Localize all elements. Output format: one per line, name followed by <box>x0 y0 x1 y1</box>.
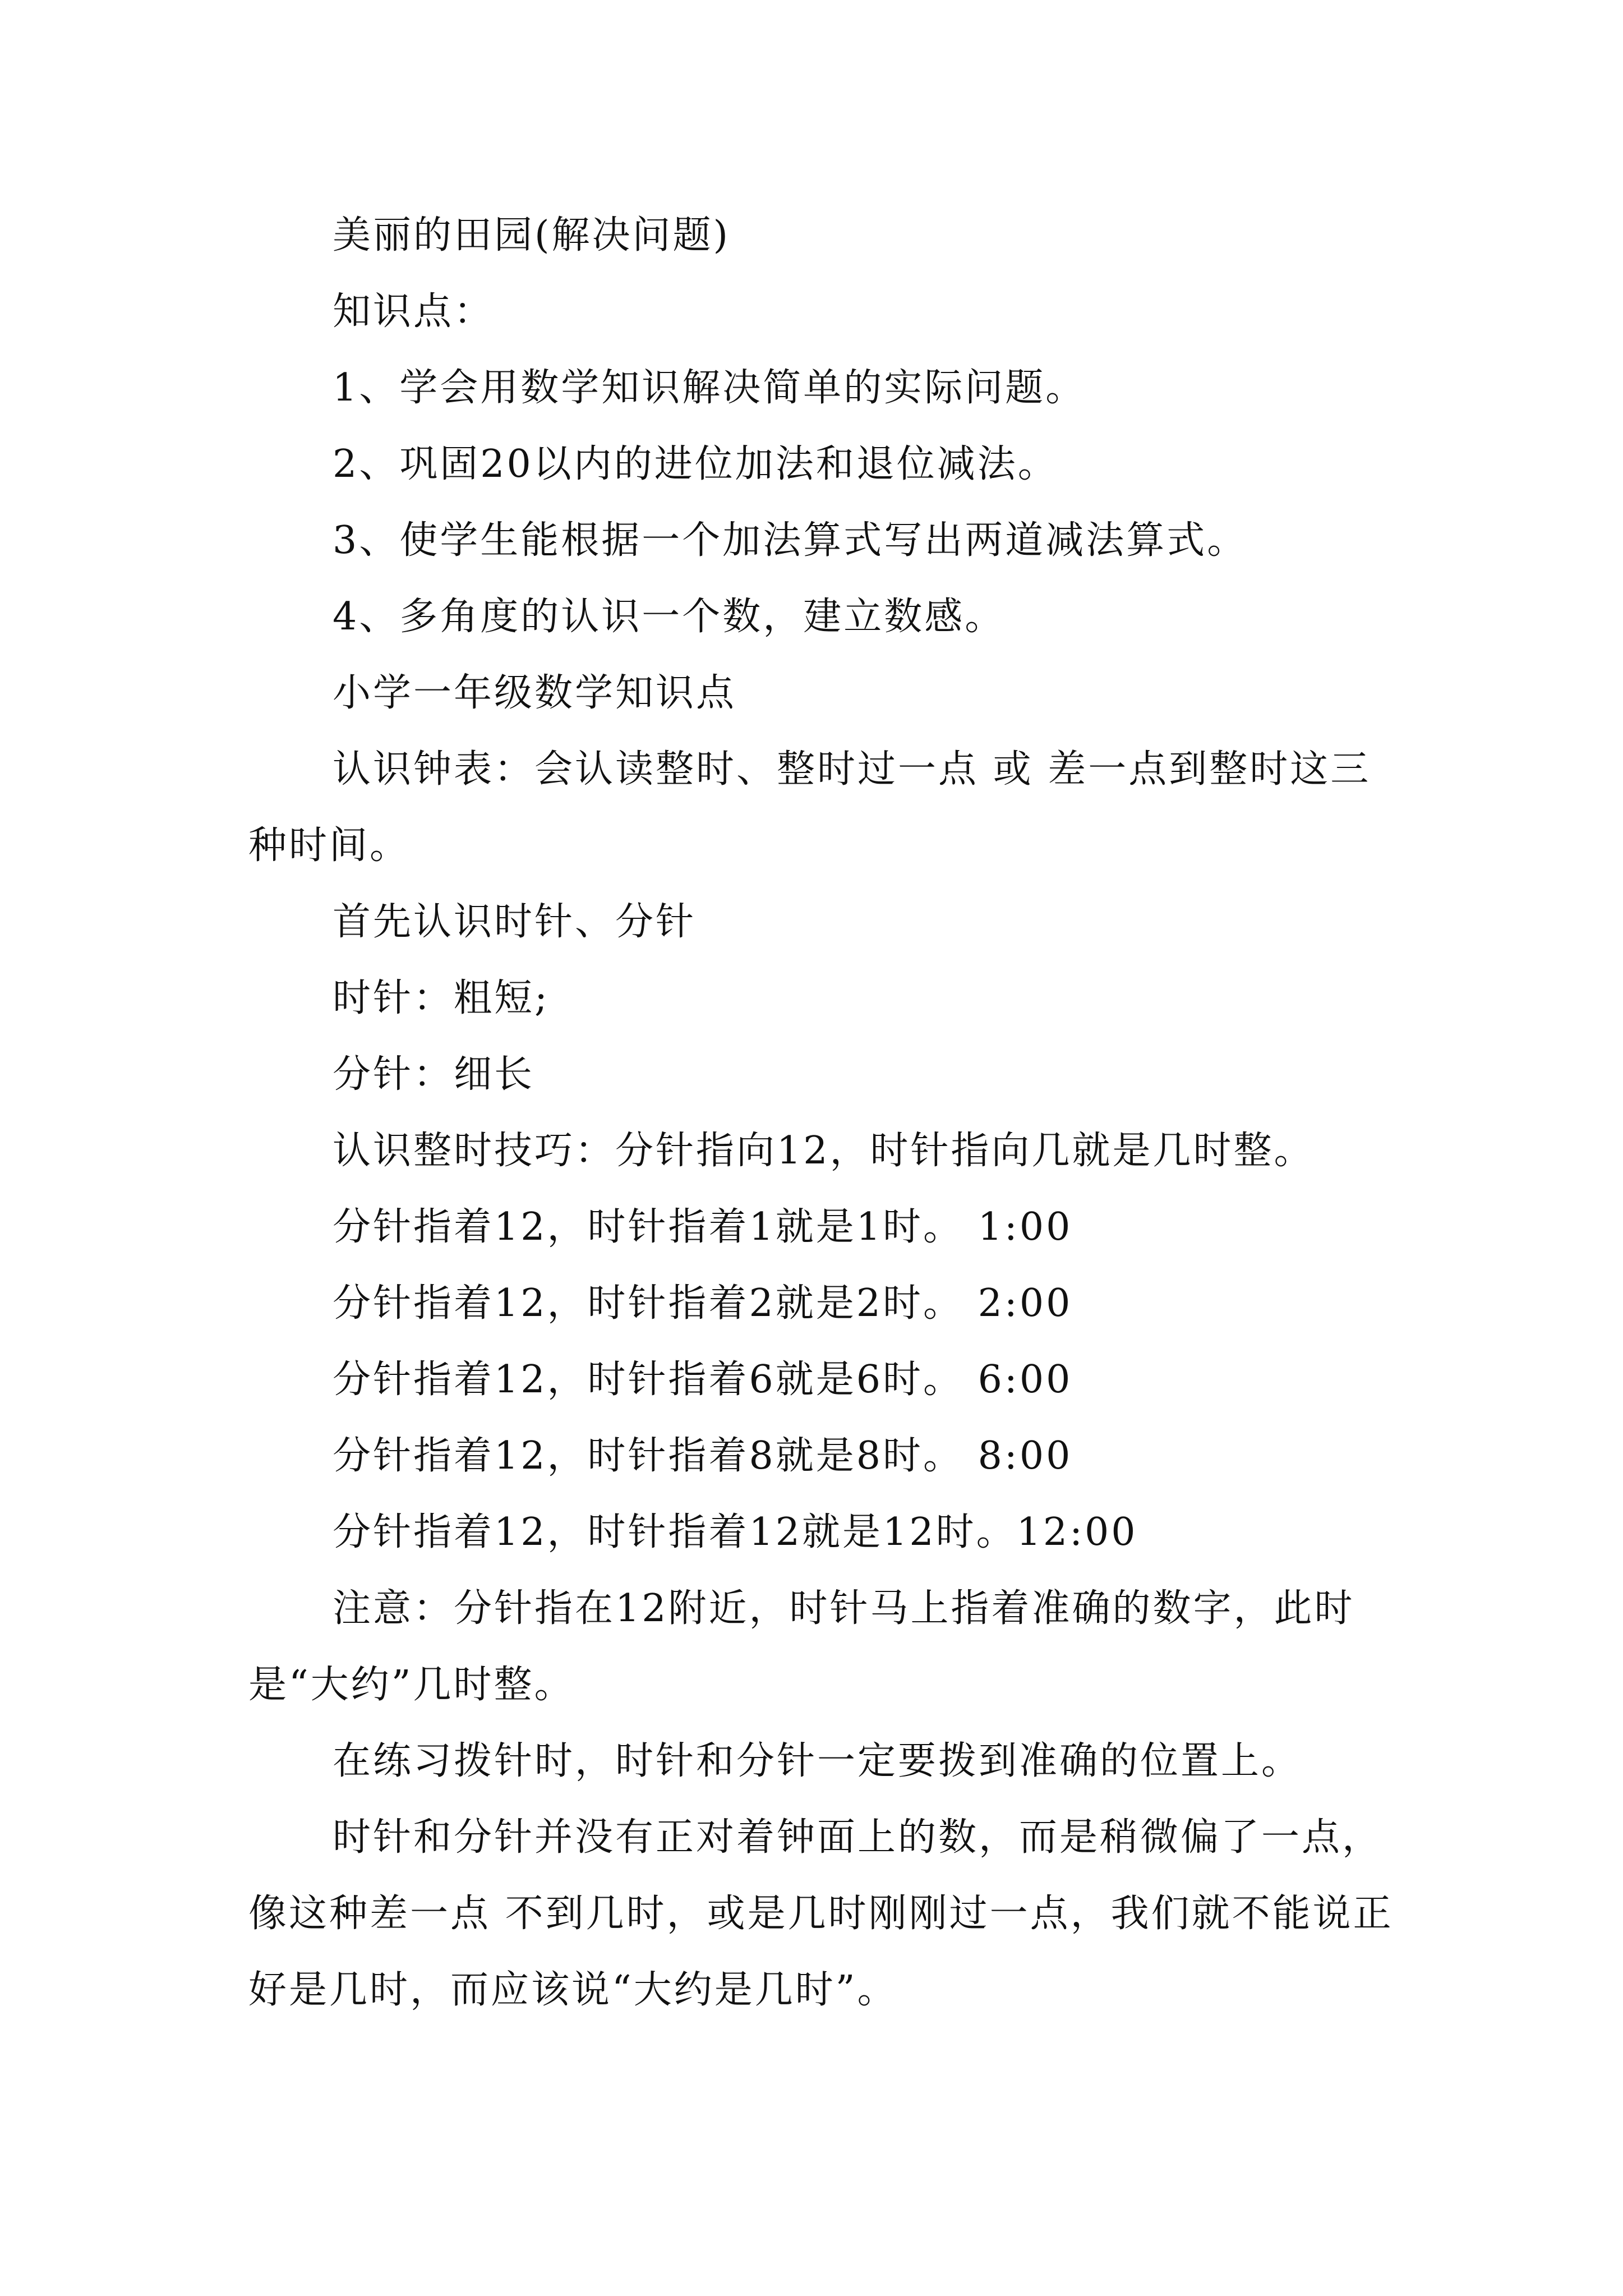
paragraph: 时针：粗短; <box>333 976 550 1020</box>
paragraph: 3、使学生能根据一个加法算式写出两道减法算式。 <box>333 518 1248 563</box>
paragraph: 知识点： <box>333 289 495 334</box>
document-body <box>248 197 1398 2028</box>
document-title: 美丽的田园(解决问题) <box>333 213 731 257</box>
paragraph: 分针指着12，时针指着12就是12时。12:00 <box>333 1510 1138 1554</box>
paragraph: 在练习拨针时，时针和分针一定要拨到准确的位置上。 <box>333 1739 1302 1783</box>
paragraph: 时针和分针并没有正对着钟面上的数，而是稍微偏了一点，像这种差一点 不到几时，或是几时刚刚过一点，我们就不能说正好是几时，而应该说“大约是几时”。 <box>248 1815 1394 2012</box>
paragraph: 注意：分针指在12附近，时针马上指着准确的数字，此时是“大约”几时整。 <box>248 1586 1355 1707</box>
paragraph: 2、巩固20以内的进位加法和退位减法。 <box>333 442 1058 486</box>
paragraph: 认识整时技巧：分针指向12，时针指向几就是几时整。 <box>333 1129 1315 1173</box>
paragraph: 分针指着12，时针指着1就是1时。 1:00 <box>333 1205 1073 1249</box>
paragraph: 认识钟表：会认读整时、整时过一点 或 差一点到整时这三种时间。 <box>248 747 1371 868</box>
section-heading: 小学一年级数学知识点 <box>333 671 737 715</box>
paragraph: 4、多角度的认识一个数，建立数感。 <box>333 595 1006 639</box>
paragraph: 分针指着12，时针指着2就是2时。 2:00 <box>333 1281 1073 1326</box>
paragraph: 1、学会用数学知识解决简单的实际问题。 <box>333 366 1086 410</box>
paragraph: 分针指着12，时针指着6就是6时。 6:00 <box>333 1358 1073 1402</box>
paragraph: 首先认识时针、分针 <box>333 900 697 944</box>
paragraph: 分针：细长 <box>333 1052 535 1097</box>
paragraph: 分针指着12，时针指着8就是8时。 8:00 <box>333 1434 1073 1478</box>
